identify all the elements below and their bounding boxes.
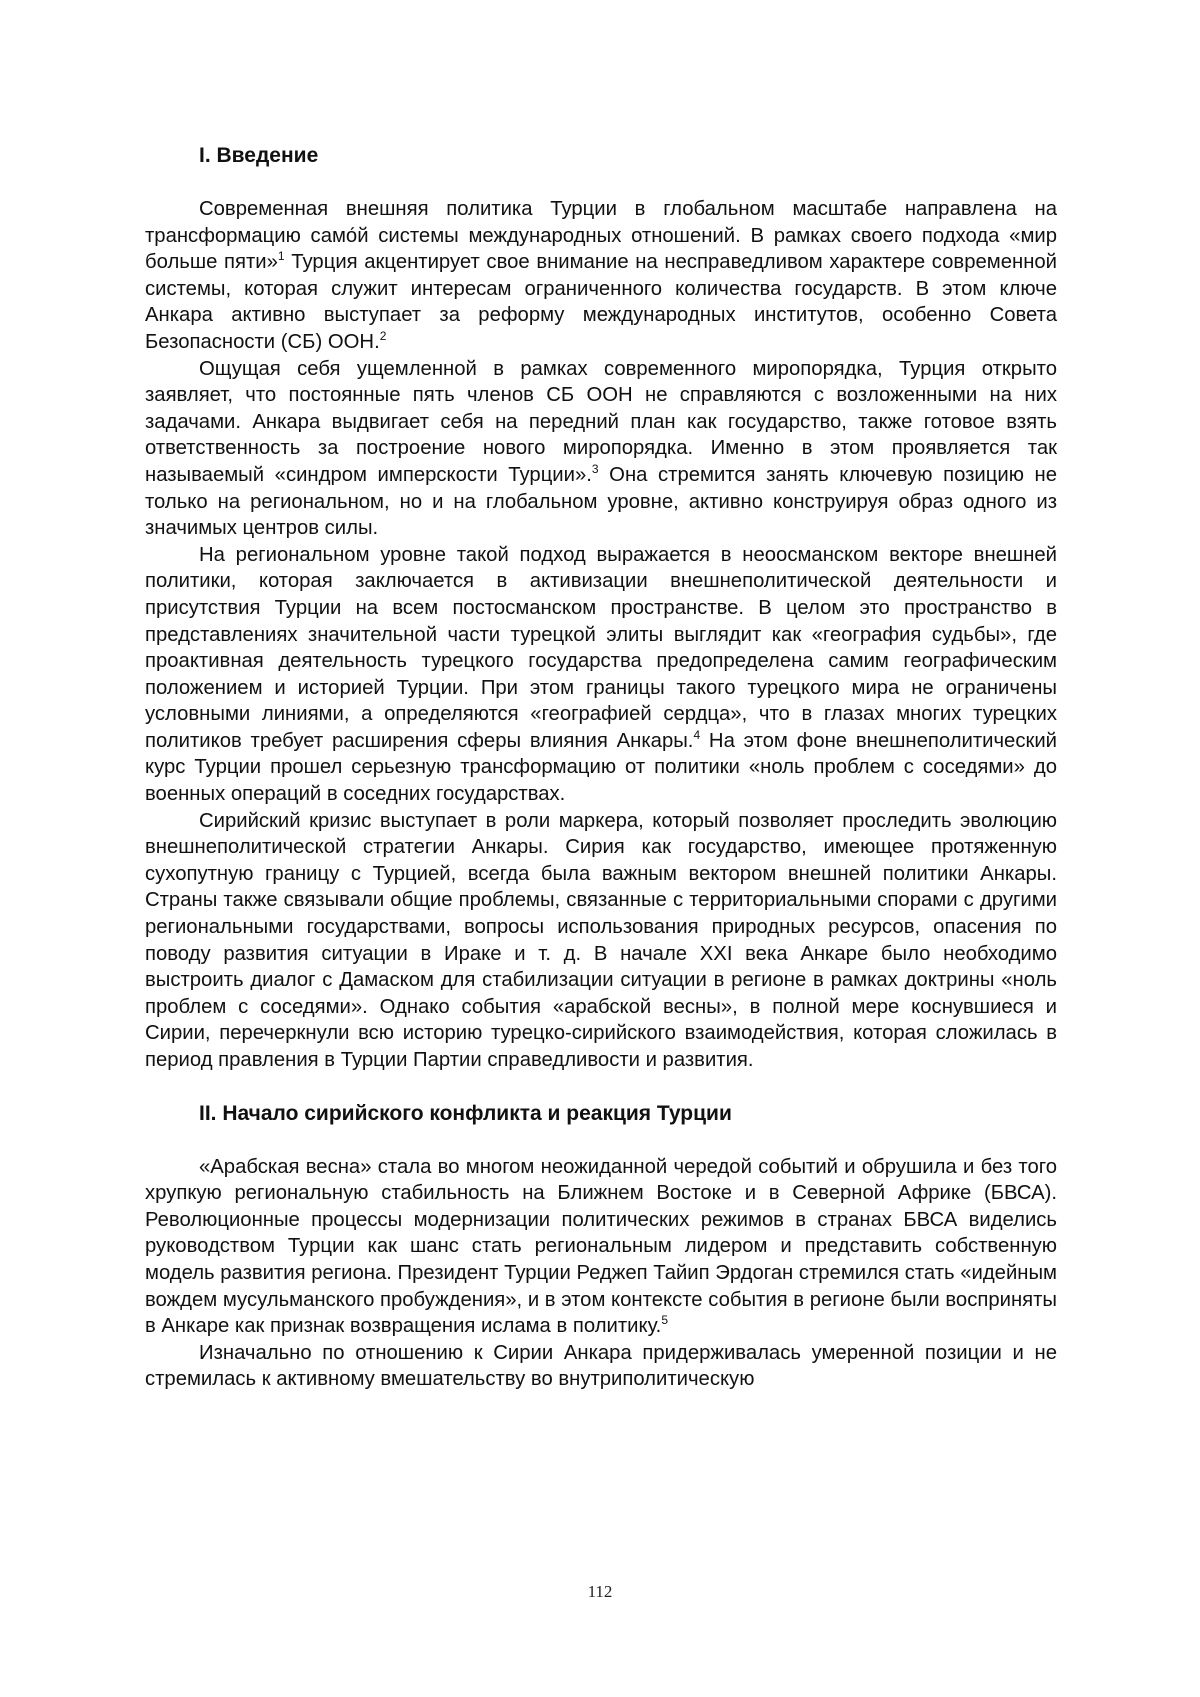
paragraph-text: Она стремится занять ключевую позицию не только на региональном, но и на глобальном уровне, активно конструируя образ одного из значимых центров силы. xyxy=(145,463,1057,540)
paragraph-text: «Арабская весна» стала во многом неожиданной чередой событий и обрушила и без того хрупкую региональную стабильность на Ближнем Востоке и в Северной Африке (БВСА). Революционные процессы модернизации политических режимов в странах БВСА виделись руководством Турции как шанс стать региональным лидером и представить собственную модель развития региона. Президент Турции Реджеп Тайип Эрдоган стремился стать «идейным вождем мусульманского пробуждения», и в этом контексте события в регионе были восприняты в Анкаре как признак возвращения ислама в политику. xyxy=(145,1155,1057,1338)
footnote-ref[interactable]: 3 xyxy=(591,462,599,477)
paragraph xyxy=(145,196,1057,356)
paragraph-text: Сирийский кризис выступает в роли маркера, который позволяет проследить эволюцию внешнеполитической стратегии Анкары. Сирия как государство, имеющее протяженную сухопутную границу с Турцией, всегда была важным вектором внешней политики Анкары. Страны также связывали общие проблемы, связанные с территориальными спорами с другими региональными государствами, вопросы использования природных ресурсов, опасения по поводу развития ситуации в Ираке и т. д. В начале XXI века Анкаре было необходимо выстроить диалог с Дамаском для стабилизации ситуации в регионе в рамках доктрины «ноль проблем с соседями». Однако события «арабской весны», в полной мере коснувшиеся и Сирии, перечеркнули всю историю турецко-сирийского взаимодействия, которая сложилась в период правления в Турции Партии справедливости и развития. xyxy=(145,809,1057,1071)
paragraph xyxy=(145,356,1057,542)
paragraph-text: На региональном уровне такой подход выражается в неоосманском векторе внешней политики, которая заключается в активизации внешнеполитической деятельности и присутствия Турции на всем постосманском пространстве. В целом это пространство в представлениях значительной части турецкой элиты выглядит как «география судьбы», где проактивная деятельность турецкого государства предопределена самим географическим положением и историей Турции. При этом границы такого турецкого мира не ограничены условными линиями, а определяются «географией сердца», что в глазах многих турецких политиков требует расширения сферы влияния Анкары. xyxy=(145,543,1057,752)
footnote-ref[interactable]: 2 xyxy=(379,329,387,344)
paragraph xyxy=(145,808,1057,1074)
paragraph-text: На этом фоне внешнеполитический курс Турции прошел серьезную трансформацию от политики «ноль проблем с соседями» до военных операций в соседних государствах. xyxy=(145,729,1058,806)
section-heading-introduction: I. Введение xyxy=(199,144,319,167)
article-body xyxy=(145,142,1057,1393)
footnote-ref[interactable]: 1 xyxy=(277,249,285,264)
paragraph-text: Современная внешняя политика Турции в глобальном масштабе направлена на трансформацию само́й системы международных отношений. В рамках своего подхода «мир больше пяти» xyxy=(145,198,1057,274)
paragraph xyxy=(145,1340,1057,1393)
paragraph-text: Турция акцентирует свое внимание на несправедливом характере современной системы, которая служит интересам ограниченного количества государств. В этом ключе Анкара активно выступает за реформу международных институтов, особенно Совета Безопасности (СБ) ООН. xyxy=(145,251,1057,353)
paragraph xyxy=(145,542,1057,808)
paragraph-text: Ощущая себя ущемленной в рамках современного миропорядка, Турция открыто заявляет, что постоянные пять членов СБ ООН не справляются с возложенными на них задачами. Анкара выдвигает себя на передний план как государство, также готовое взять ответственность за построение нового миропорядка. Именно в этом проявляется так называемый «синдром имперскости Турции». xyxy=(145,357,1057,486)
page-number: 112 xyxy=(587,1582,613,1601)
section-heading-syrian-conflict: II. Начало сирийского конфликта и реакция Турции xyxy=(199,1101,732,1125)
paragraph xyxy=(145,1154,1057,1340)
paragraph-text: Изначально по отношению к Сирии Анкара придерживалась умеренной позиции и не стремилась к активному вмешательству во внутриполитическую xyxy=(145,1341,1057,1391)
footnote-ref[interactable]: 4 xyxy=(693,728,701,743)
footnote-ref[interactable]: 5 xyxy=(661,1313,669,1328)
